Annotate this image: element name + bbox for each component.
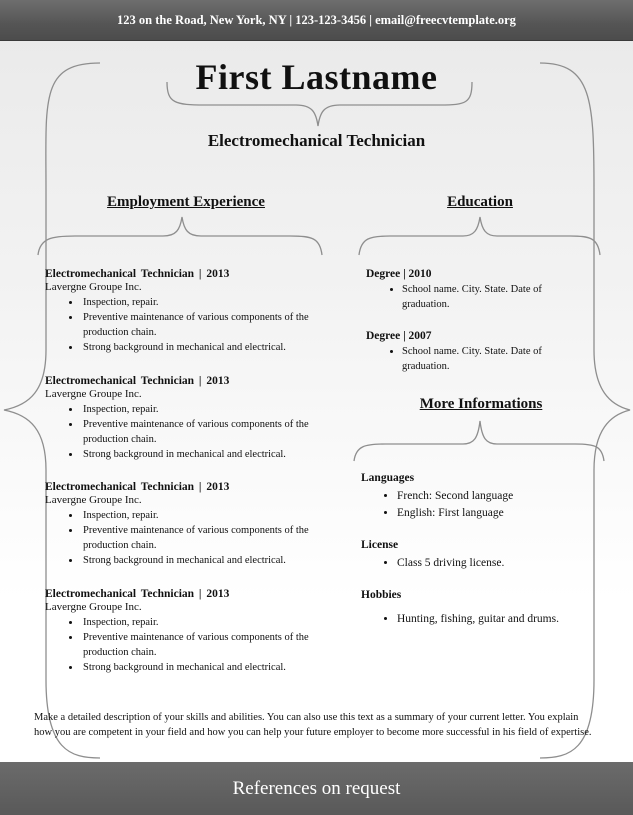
bullet-item: • Strong background in mechanical and electrical.	[81, 447, 335, 462]
job-entry-title: Electromechanical Technician | 2013	[45, 375, 230, 387]
bullet-item: • Inspection, repair.	[81, 295, 335, 310]
footer-bar	[0, 762, 633, 815]
bullet-item: • Strong background in mechanical and electrical.	[81, 340, 335, 355]
employment-heading: Employment Experience	[107, 194, 265, 210]
bullet-item: • Preventive maintenance of various components of the production chain.	[81, 310, 335, 340]
job-entry	[45, 481, 335, 568]
bullet-item: • French: Second language	[397, 488, 591, 505]
job-entry-company: Lavergne Groupe Inc.	[45, 601, 142, 613]
job-entry-title: Electromechanical Technician | 2013	[45, 268, 230, 280]
education-bullets	[366, 282, 581, 312]
license-block	[361, 539, 591, 572]
more-info-brace	[354, 421, 604, 461]
job-entry-company: Lavergne Groupe Inc.	[45, 494, 142, 506]
hobbies-label: Hobbies	[361, 589, 402, 601]
job-entry	[45, 268, 335, 355]
languages-label: Languages	[361, 472, 415, 484]
bullet-item: • Preventive maintenance of various components of the production chain.	[81, 417, 335, 447]
languages-block	[361, 472, 591, 522]
bullet-item: • Preventive maintenance of various components of the production chain.	[81, 523, 335, 553]
footer-text: References on request	[232, 777, 401, 799]
job-title: Electromechanical Technician	[207, 131, 426, 150]
hobbies-block	[361, 589, 591, 628]
bullet-item: • Class 5 driving license.	[397, 555, 591, 572]
job-entry-title: Electromechanical Technician | 2013	[45, 588, 230, 600]
bullet-item: • Hunting, fishing, guitar and drums.	[397, 611, 591, 628]
job-entry-bullets	[45, 615, 335, 675]
job-entry-bullets	[45, 402, 335, 462]
languages-list	[361, 488, 591, 522]
bullet-item: • School name. City. State. Date of graduation.	[402, 282, 581, 312]
bullet-item: • English: First language	[397, 505, 591, 522]
summary-paragraph: Make a detailed description of your skills and abilities. You can also use this text as a summary of your current letter. You explain how you are competent in your field and how you can help your future employer to become more successful in his field of expertise.	[34, 712, 592, 738]
education-degree: Degree | 2010	[366, 268, 432, 280]
education-entry	[366, 330, 581, 374]
bullet-item: • Inspection, repair.	[81, 508, 335, 523]
more-info-heading: More Informations	[419, 396, 543, 412]
education-heading: Education	[447, 194, 513, 210]
education-brace	[359, 217, 600, 255]
contact-line: 123 on the Road, New York, NY | 123-123-3456 | email@freecvtemplate.org	[117, 12, 516, 27]
bullet-item: • Inspection, repair.	[81, 615, 335, 630]
job-entry-company: Lavergne Groupe Inc.	[45, 281, 142, 293]
education-bullets	[366, 344, 581, 374]
bullet-item: • Strong background in mechanical and electrical.	[81, 660, 335, 675]
job-entry-bullets	[45, 295, 335, 355]
license-label: License	[361, 539, 399, 551]
contact-bar	[0, 0, 633, 41]
bullet-item: • Strong background in mechanical and electrical.	[81, 553, 335, 568]
license-list	[361, 555, 591, 572]
education-entry	[366, 268, 581, 312]
bullet-item: • School name. City. State. Date of graduation.	[402, 344, 581, 374]
full-name: First Lastname	[195, 57, 438, 97]
bullet-item: • Preventive maintenance of various components of the production chain.	[81, 630, 335, 660]
job-entry-title: Electromechanical Technician | 2013	[45, 481, 230, 493]
job-entry	[45, 375, 335, 462]
education-degree: Degree | 2007	[366, 330, 432, 342]
hobbies-list	[361, 611, 591, 628]
bullet-item: • Inspection, repair.	[81, 402, 335, 417]
job-entry	[45, 588, 335, 675]
employment-brace	[38, 217, 322, 255]
job-entry-bullets	[45, 508, 335, 568]
job-entry-company: Lavergne Groupe Inc.	[45, 388, 142, 400]
